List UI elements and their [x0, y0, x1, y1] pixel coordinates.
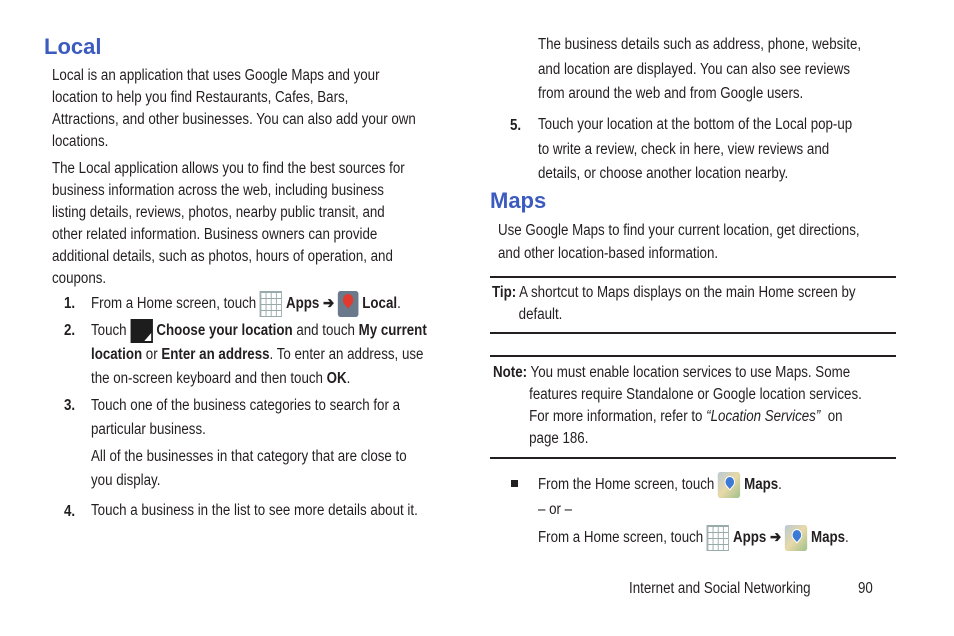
local-icon [338, 291, 359, 317]
step-3: Touch one of the business categories to search for a particular business. [91, 397, 401, 438]
local-intro-paragraph: Local is an application that uses Google Maps and your location to help you find Restaurants, Cafes, Bars, Attractions, and other businesses. You can also add your own locations. [52, 67, 416, 150]
footer-section-title: Internet and Social Networking [629, 580, 811, 597]
step-number: 3. [64, 397, 76, 414]
local-details-paragraph: The Local application allows you to find the best sources for business information across the web, including business listing details, reviews, photos, nearby public transit, and other related information. Business owners can provide additional details, such as photos, hours of operation, and coupons. [52, 160, 405, 287]
step-number: 1. [64, 295, 76, 312]
maps-icon [785, 525, 807, 551]
step-number: 2. [64, 322, 76, 339]
my-location-icon [130, 319, 152, 343]
maps-heading: Maps [490, 188, 547, 213]
local-heading: Local [44, 34, 102, 59]
apps-icon [707, 525, 729, 551]
divider [490, 332, 896, 334]
maps-intro-paragraph: Use Google Maps to find your current location, get directions, and other location-based information. [498, 222, 860, 262]
apps-icon [260, 291, 282, 317]
step-3-sub: All of the businesses in that category that are close to you display. [91, 448, 407, 489]
page-number: 90 [858, 580, 873, 597]
or-separator: – or – [538, 501, 573, 518]
maps-bullet-step: From the Home screen, touch Maps. [538, 472, 782, 498]
bullet-icon [511, 480, 518, 487]
business-details-paragraph: The business details such as address, phone, website, and location are displayed. You can also see reviews from around the web and from Google users. [538, 36, 862, 102]
step-5: Touch your location at the bottom of the Local pop-up to write a review, check in here, view reviews and details, or choose another location nearby. [538, 116, 853, 182]
step-number: 5. [510, 117, 522, 134]
step-2: Touch Choose your location and touch My current location or Enter an address. To enter an address, use the on-screen keyboard and then touch OK. [91, 319, 427, 391]
tip-box: Tip: A shortcut to Maps displays on the main Home screen by default. [492, 284, 856, 323]
divider [490, 457, 896, 459]
maps-icon [718, 472, 740, 498]
step-number: 4. [64, 503, 76, 520]
note-box: Note: You must enable location services to use Maps. Some features require Standalone or Google location services. For more information, refer to “Location Services” on page 186. [493, 364, 862, 447]
step-4: Touch a business in the list to see more details about it. [91, 502, 418, 519]
step-1: From a Home screen, touch Apps ➔ Local. [91, 291, 401, 317]
maps-alt-step: From a Home screen, touch Apps ➔ Maps. [538, 525, 849, 551]
divider [490, 276, 896, 278]
divider [490, 355, 896, 357]
